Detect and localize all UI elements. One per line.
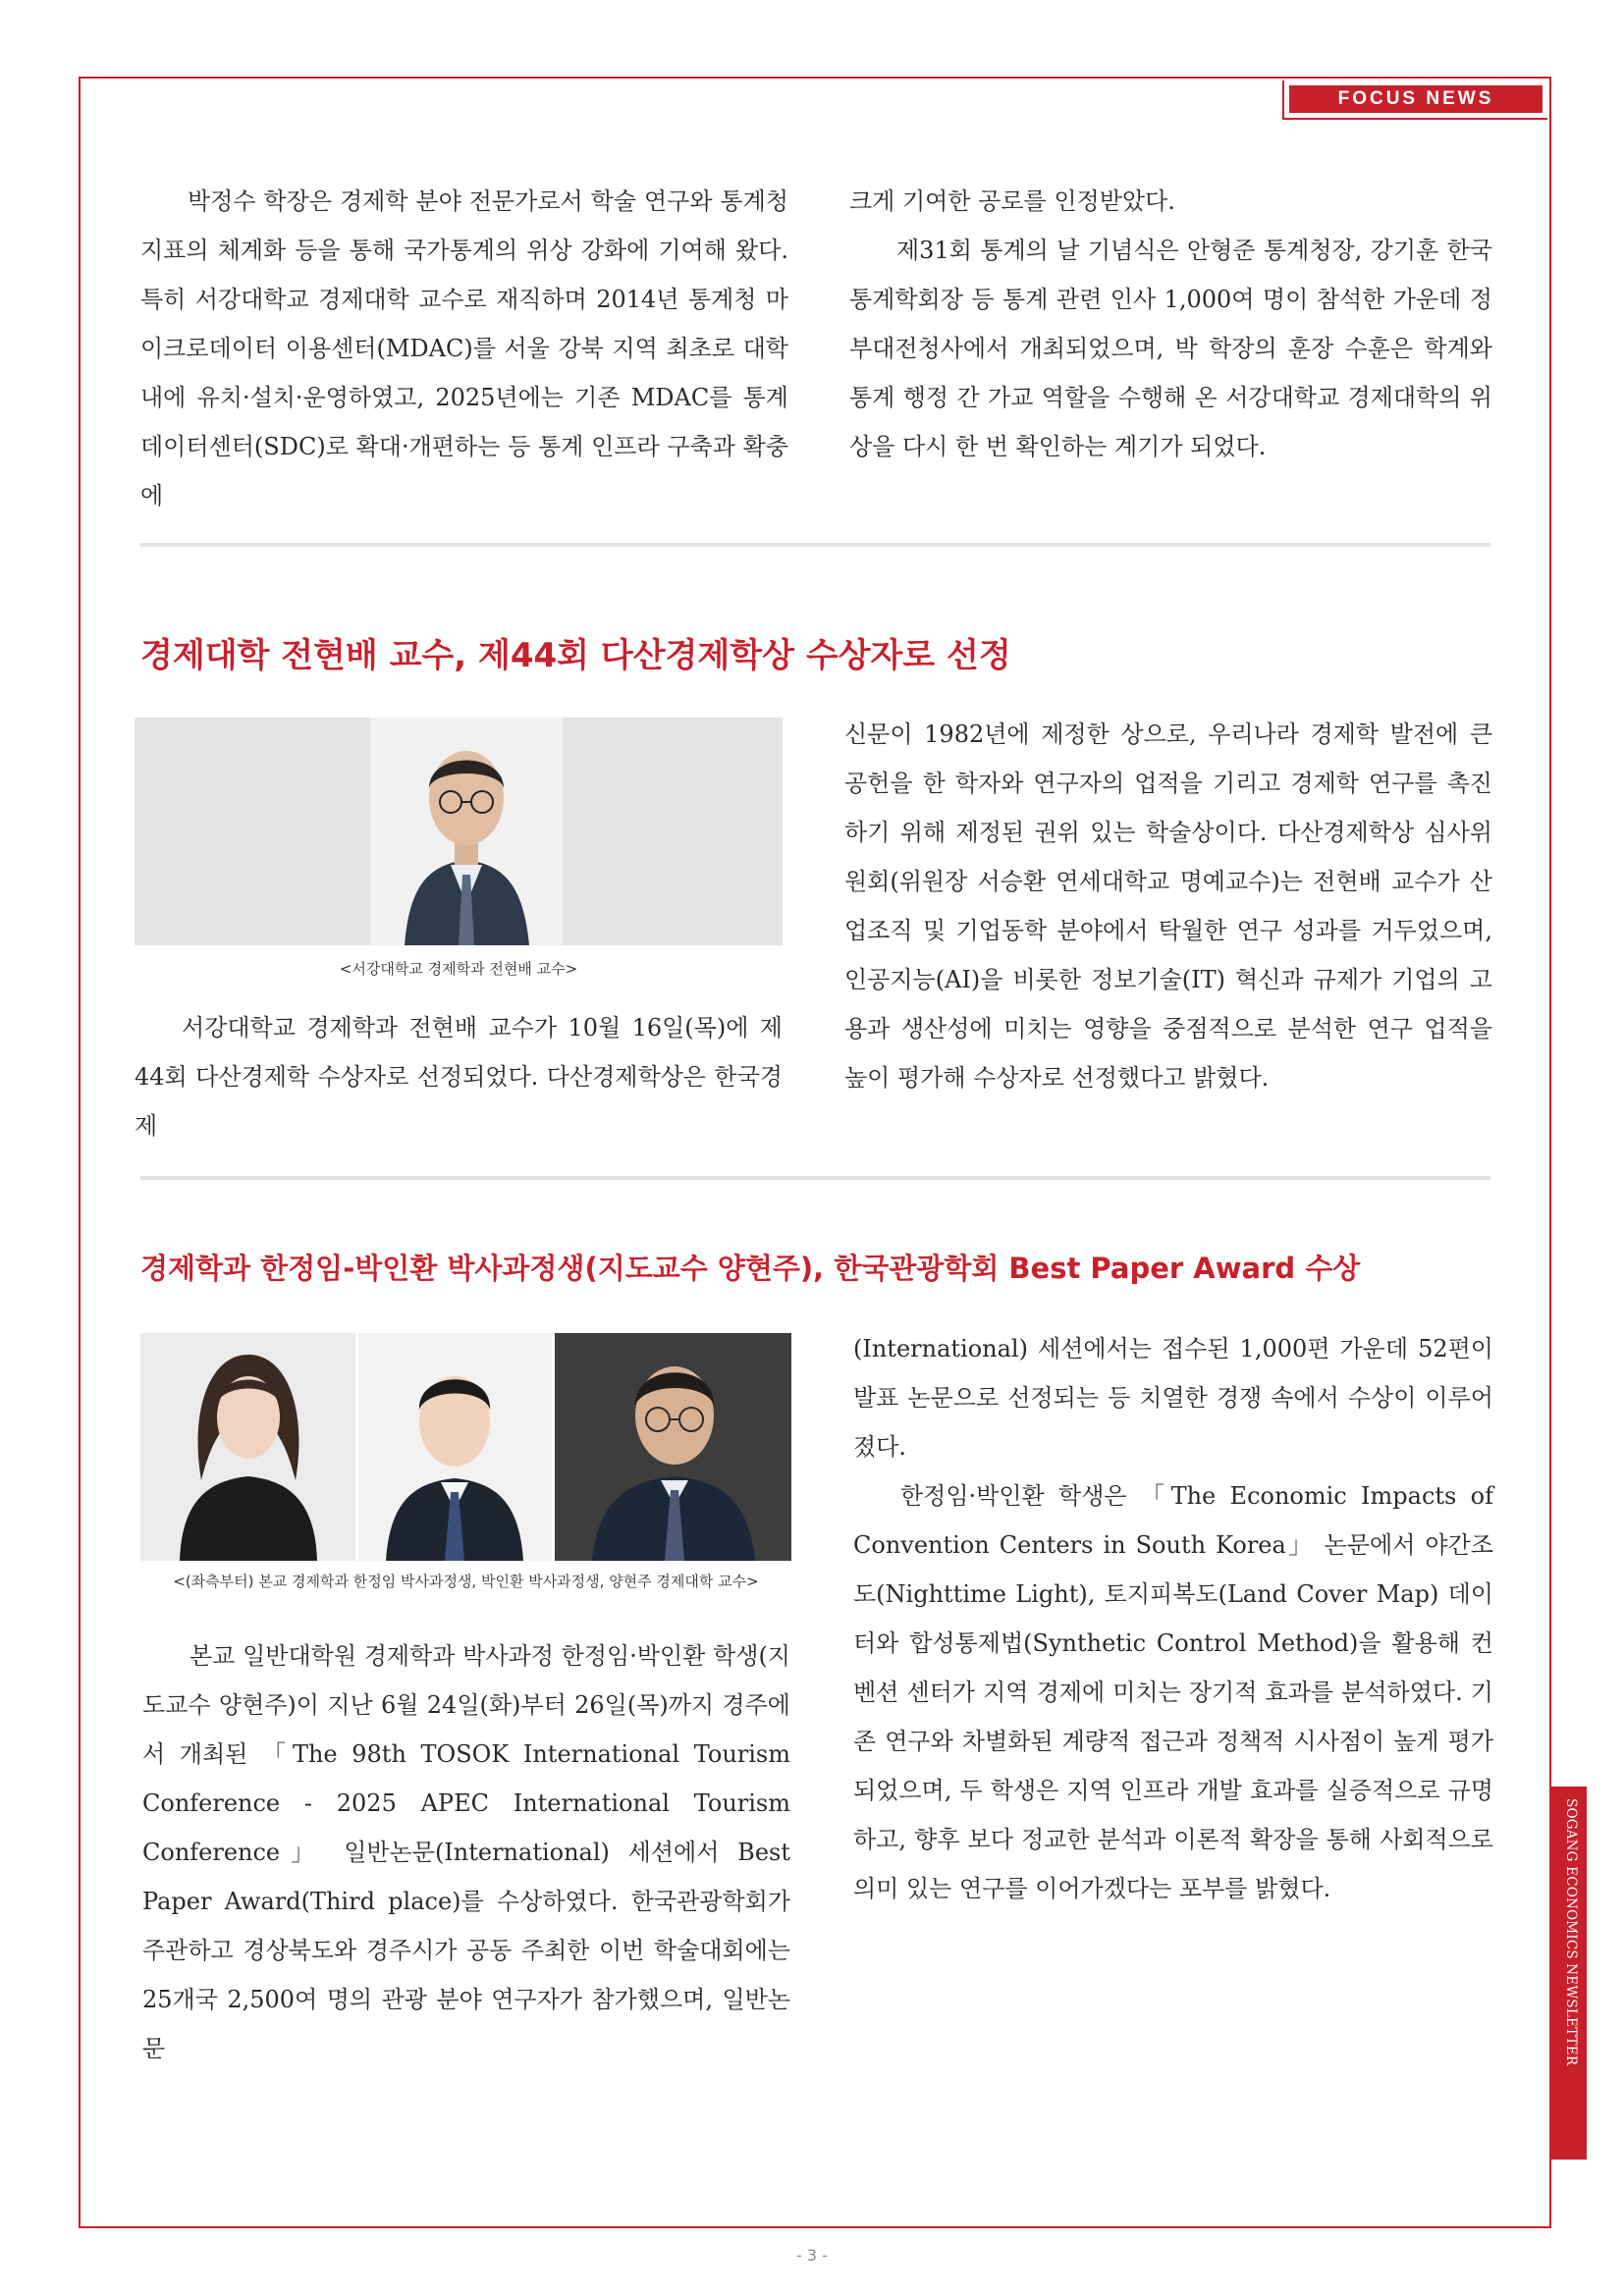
section-divider (140, 1176, 1490, 1180)
article2-photo-caption: <서강대학교 경제학과 전현배 교수> (339, 960, 578, 978)
article3-right-paragraph: 한정임·박인환 학생은 「The Economic Impacts of Convention Centers in South Korea」 논문에서 야간조도(Nighttime Light), 토지피복도(Land Cover Map) 데이터와 합성통제법(Synthetic Control Method)을 활용해 컨벤션 센터가 지역 경제에 미치는 장기적 효과를 분석하였다. 기존 연구와 차별화된 계량적 접근과 정책적 시사점이 높게 평가되었으며, 두 학생은 지역 인프라 개발 효과를 실증적으로 규명하고, 향후 보다 정교한 분석과 이론적 확장을 통해 사회적으로 의미 있는 연구를 이어가겠다는 포부를 밝혔다. (853, 1482, 1493, 1902)
article2-right-column (844, 710, 1492, 1102)
article3-right-column (853, 1324, 1493, 1913)
newsletter-side-tab (1551, 1787, 1587, 2160)
article3-photo-caption: <(좌측부터) 본교 경제학과 한정임 박사과정생, 박인환 박사과정생, 양현주 경제대학 교수> (173, 1573, 759, 1590)
student-and-professor-portraits (140, 1333, 791, 1561)
article2-left-column (135, 1003, 783, 1150)
article1-left-column (140, 177, 788, 520)
article2-left-paragraph: 서강대학교 경제학과 전현배 교수가 10월 16일(목)에 제44회 다산경제학 수상자로 선정되었다. 다산경제학상은 한국경제 (135, 1014, 783, 1140)
article3-title: 경제학과 한정임-박인환 박사과정생(지도교수 양현주), 한국관광학회 Best Paper Award 수상 (140, 1252, 1361, 1285)
page-number: - 3 - (796, 2246, 828, 2265)
article2-title: 경제대학 전현배 교수, 제44회 다산경제학상 수상자로 선정 (140, 636, 1011, 675)
article3-left-paragraph: 본교 일반대학원 경제학과 박사과정 한정임·박인환 학생(지도교수 양현주)이 지난 6월 24일(화)부터 26일(목)까지 경주에서 개최된 「The 98th TOSOK International Tourism Conference - 2025 APEC International Tourism Conference」 일반논문(International) 세션에서 Best Paper Award(Third place)를 수상하였다. 한국관광학회가 주관하고 경상북도와 경주시가 공동 주최한 이번 학술대회에는 25개국 2,500여 명의 관광 분야 연구자가 참가했으며, 일반논문 (142, 1642, 790, 2062)
article1-right-continuation: 크게 기여한 공로를 인정받았다. (849, 187, 1175, 215)
professor-portrait (135, 718, 783, 945)
section-divider (140, 543, 1490, 547)
newsletter-side-label: SOGANG ECONOMICS NEWSLETTER (1563, 1798, 1579, 2066)
article1-left-paragraph: 박정수 학장은 경제학 분야 전문가로서 학술 연구와 통계청 지표의 체계화 등을 통해 국가통계의 위상 강화에 기여해 왔다. 특히 서강대학교 경제대학 교수로 재직하며 2014년 통계청 마이크로데이터 이용센터(MDAC)를 서울 강북 지역 최초로 대학 내에 유치·설치·운영하였고, 2025년에는 기존 MDAC를 통계데이터센터(SDC)로 확대·개편하는 등 통계 인프라 구축과 확충에 (140, 187, 788, 509)
section-tab (1282, 80, 1547, 120)
article3-photo (140, 1333, 791, 1561)
article2-right-paragraph: 신문이 1982년에 제정한 상으로, 우리나라 경제학 발전에 큰 공헌을 한 학자와 연구자의 업적을 기리고 경제학 연구를 촉진하기 위해 제정된 권위 있는 학술상이다. 다산경제학상 심사위원회(위원장 서승환 연세대학교 명예교수)는 전현배 교수가 산업조직 및 기업동학 분야에서 탁월한 연구 성과를 거두었으며, 인공지능(AI)을 비롯한 정보기술(IT) 혁신과 규제가 기업의 고용과 생산성에 미치는 영향을 중점적으로 분석한 연구 업적을 높이 평가해 수상자로 선정했다고 밝혔다. (844, 721, 1492, 1092)
article3-left-column (142, 1631, 790, 2073)
article1-right-column (849, 177, 1492, 471)
article2-photo (135, 718, 783, 945)
section-tab-label: FOCUS NEWS (1289, 85, 1543, 113)
article1-right-paragraph: 제31회 통계의 날 기념식은 안형준 통계청장, 강기훈 한국통계학회장 등 통계 관련 인사 1,000여 명이 참석한 가운데 정부대전청사에서 개최되었으며, 박 학장의 훈장 수훈은 학계와 통계 행정 간 가교 역할을 수행해 온 서강대학교 경제대학의 위상을 다시 한 번 확인하는 계기가 되었다. (849, 237, 1492, 460)
article3-right-continuation: (International) 세션에서는 접수된 1,000편 가운데 52편이 발표 논문으로 선정되는 등 치열한 경쟁 속에서 수상이 이루어졌다. (853, 1335, 1493, 1461)
